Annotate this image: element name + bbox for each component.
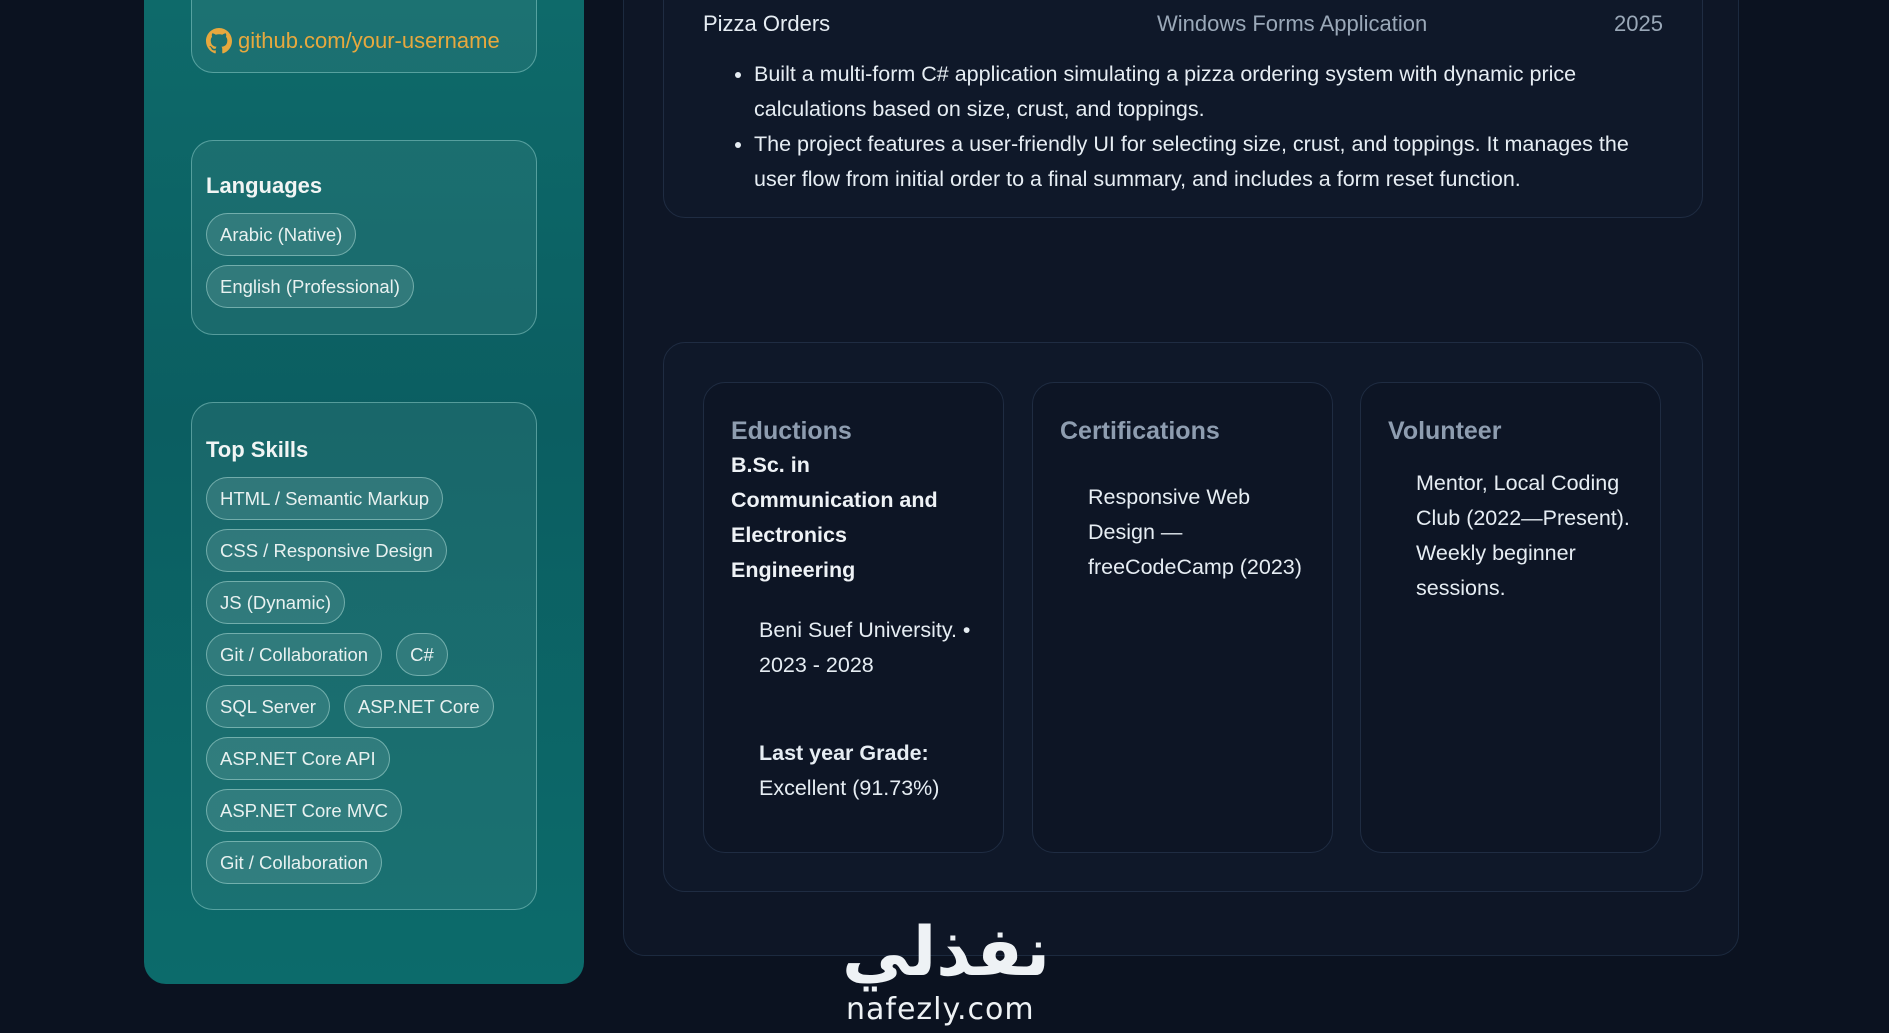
education-degree: B.Sc. in Communication and Electronics Engineering (731, 453, 938, 582)
skill-row (206, 633, 522, 676)
watermark-url: nafezly.com (846, 992, 1035, 1027)
volunteer-item: Mentor, Local Coding Club (2022—Present). Weekly beginner sessions. (1416, 471, 1630, 600)
info-section (663, 342, 1703, 892)
skill-pill: SQL Server (206, 685, 330, 728)
project-type: Windows Forms Application (1157, 11, 1428, 36)
project-bullets (716, 57, 1654, 197)
skill-pill: C# (396, 633, 448, 676)
skills-card (191, 402, 537, 910)
skill-pill: JS (Dynamic) (206, 581, 345, 624)
certifications-card (1032, 382, 1333, 853)
skill-pill: Git / Collaboration (206, 841, 382, 884)
main-panel (623, 0, 1739, 956)
languages-title: Languages (206, 173, 323, 198)
github-text: github.com/your-username (238, 28, 500, 53)
project-bullet: • The project features a user-friendly UI for selecting size, crust, and toppings. It manages the user flow from initial order to a final summary, and includes a form reset function. (754, 127, 1654, 197)
skill-pill: ASP.NET Core API (206, 737, 390, 780)
language-pill: Arabic (Native) (206, 213, 356, 256)
language-pill: English (Professional) (206, 265, 414, 308)
github-link[interactable] (206, 28, 500, 54)
education-grade-value: Excellent (91.73%) (759, 776, 940, 800)
project-year: 2025 (1614, 11, 1663, 36)
watermark-arabic: نفذلي (841, 913, 1051, 992)
education-grade-label: Last year Grade: (759, 741, 929, 765)
skill-row (206, 685, 522, 728)
education-title: Eductions (731, 417, 852, 445)
education-card (703, 382, 1004, 853)
project-name: Pizza Orders (703, 11, 831, 36)
languages-list (206, 213, 522, 308)
volunteer-title: Volunteer (1388, 417, 1502, 445)
skill-pill: CSS / Responsive Design (206, 529, 447, 572)
volunteer-card (1360, 382, 1661, 853)
education-school: Beni Suef University. • 2023 - 2028 (759, 618, 971, 677)
github-icon (206, 28, 232, 54)
skills-list (206, 477, 522, 884)
project-bullet: • Built a multi-form C# application simulating a pizza ordering system with dynamic price calculations based on size, crust, and toppings. (754, 57, 1654, 127)
skill-pill: HTML / Semantic Markup (206, 477, 443, 520)
sidebar (144, 0, 584, 984)
certifications-title: Certifications (1060, 417, 1220, 445)
certification-item: Responsive Web Design — freeCodeCamp (2023) (1088, 485, 1302, 579)
watermark-logo (838, 913, 1054, 1033)
skill-pill: ASP.NET Core (344, 685, 494, 728)
languages-card (191, 140, 537, 335)
project-card (663, 0, 1703, 218)
project-header (703, 11, 1663, 47)
skills-title: Top Skills (206, 437, 309, 462)
skill-pill: ASP.NET Core MVC (206, 789, 402, 832)
contact-card (191, 0, 537, 73)
skill-pill: Git / Collaboration (206, 633, 382, 676)
